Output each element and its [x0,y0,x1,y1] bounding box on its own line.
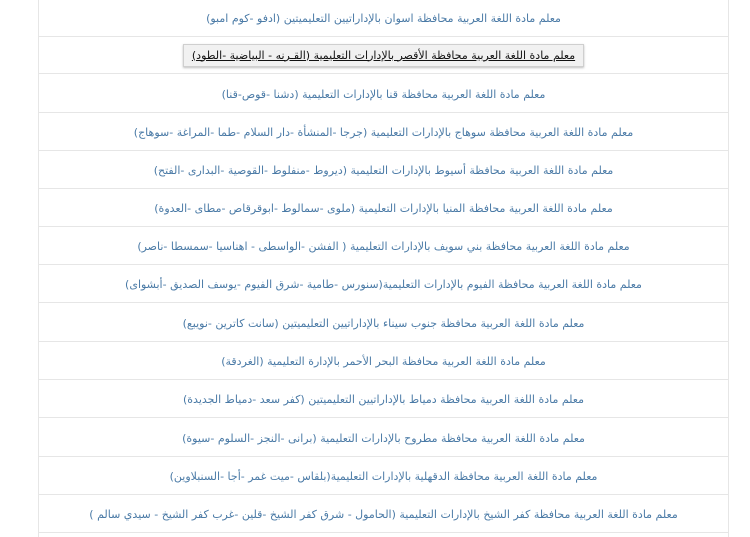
list-item [39,0,728,37]
list-item [39,305,728,342]
list-item [39,37,728,74]
job-link-aswan[interactable]: معلم مادة اللغة العربية محافظة اسوان بالإداراتيين التعليميتين (ادفو -كوم امبو) [206,11,561,25]
job-link-fayoum[interactable]: معلم مادة اللغة العربية محافظة الفيوم بالإدارات التعليمية(سنورس -طامية -شرق الفيوم -يوسف الصديق -أبشواى) [125,277,642,291]
job-link-dakahlia[interactable]: معلم مادة اللغة العربية محافظة الدقهلية بالإدارات التعليمية(بلقاس -ميت غمر -أجا -السنبلاوين) [169,469,598,483]
list-item [39,381,728,418]
list-item [39,228,728,265]
list-item [39,152,728,189]
list-item [39,190,728,227]
list-item [39,266,728,303]
job-link-beni-suef[interactable]: معلم مادة اللغة العربية محافظة بني سويف بالإدارات التعليمية ( الفشن -الواسطى - اهناسيا -سمسطا -ناصر) [137,239,630,253]
list-item [39,76,728,113]
job-link-sohag[interactable]: معلم مادة اللغة العربية محافظة سوهاج بالإدارات التعليمية (جرجا -المنشأة -دار السلام -طما -المراغة -سوهاج) [133,125,634,139]
list-item [39,114,728,151]
job-link-damietta[interactable]: معلم مادة اللغة العربية محافظة دمياط بالإداراتيين التعليميتين (كفر سعد -دمياط الجديدة) [183,392,585,406]
vacancy-link-list [38,0,729,537]
job-link-minya[interactable]: معلم مادة اللغة العربية محافظة المنيا بالإدارات التعليمية (ملوى -سمالوط -ابوقرقاص -مطاى -العدوة) [154,201,613,215]
job-link-red-sea[interactable]: معلم مادة اللغة العربية محافظة البحر الأحمر بالإدارة التعليمية (الغردقة) [221,354,546,368]
job-link-assiut[interactable]: معلم مادة اللغة العربية محافظة أسيوط بالإدارات التعليمية (ديروط -منفلوط -القوصية -البدارى -الفتح) [153,163,614,177]
job-link-kafr-el-sheikh[interactable]: معلم مادة اللغة العربية محافظة كفر الشيخ بالإدارات التعليمية (الحامول - شرق كفر الشيخ -قلين -غرب كفر الشيخ - سيدي سالم ) [89,507,678,521]
job-link-qena[interactable]: معلم مادة اللغة العربية محافظة قنا بالإدارات التعليمية (دشنا -قوص-قنا) [221,87,546,101]
list-item [39,496,728,533]
list-item [39,420,728,457]
list-item [39,458,728,495]
job-link-matrouh[interactable]: معلم مادة اللغة العربية محافظة مطروح بالإدارات التعليمية (برانى -النجز -السلوم -سيوة) [182,431,585,445]
job-link-south-sinai[interactable]: معلم مادة اللغة العربية محافظة جنوب سيناء بالإداراتيين التعليميتين (سانت كاترين -نويبع) [182,316,585,330]
list-item [39,343,728,380]
job-link-luxor[interactable]: معلم مادة اللغة العربية محافظة الأقصر بالإدارات التعليمية (القـرنه - البياضية -الطود) [183,44,584,67]
